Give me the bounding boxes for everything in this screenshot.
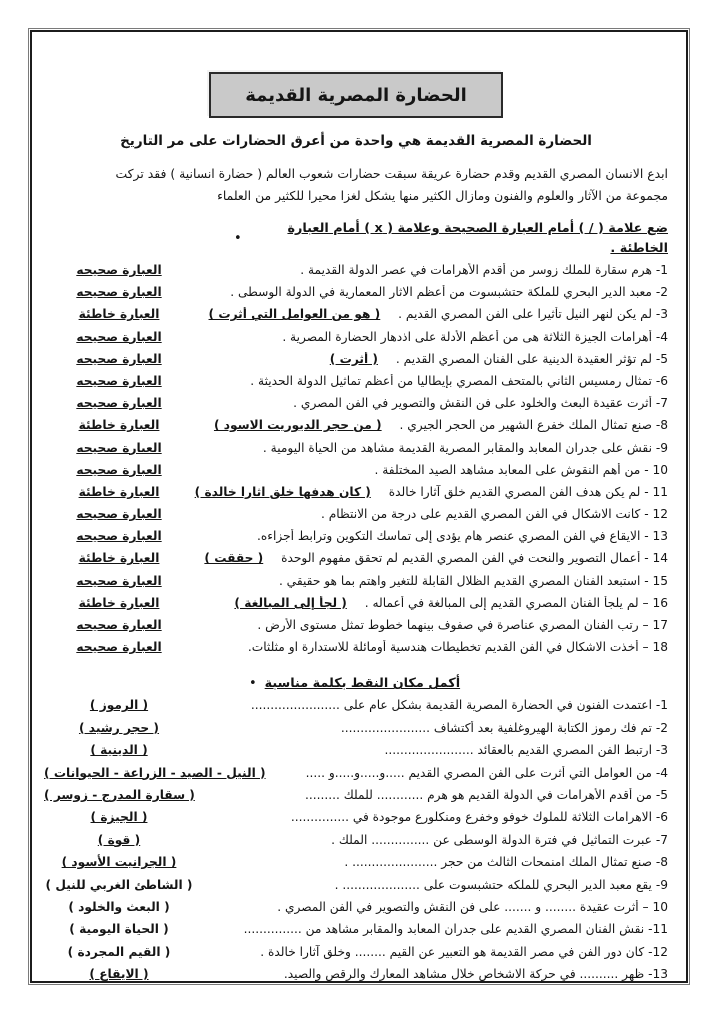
answer-label: ( سقارة المدرج - زوسر ) (44, 787, 195, 802)
fill-blank-row (44, 743, 668, 765)
statement: 16 – لم يلجأ الفنان المصري القديم إلى المبالغة في أعماله . (364, 595, 668, 610)
question-text (194, 551, 668, 565)
true-false-row (44, 418, 668, 440)
question-text: 8- صنع تمثال الملك امنمحات الثالث من حجر ...................... . (344, 855, 668, 870)
true-false-row (44, 307, 668, 329)
statement: 17 – رتب الفنان المصري عناصرة في صفوف بينهما خطوط تمثل مستوى الأرض . (257, 618, 668, 632)
fill-blank-row (44, 698, 668, 720)
statement: 11 - لم يكن هدف الفن المصري القديم خلق آثارا خالدة (388, 484, 668, 499)
question-text (194, 396, 668, 410)
answer-label: ( قوة ) (97, 832, 141, 847)
answer-label: العبارة صحيحه (76, 263, 162, 277)
question-text: 11- نقش الفنان المصري القديم على جدران المعابد والمقابر مشاهد من ............... (243, 922, 668, 937)
question-text: 1- اعتمدت الفنون في الحضارة المصرية القديمة بشكل عام على ....................... (250, 698, 668, 713)
answer-label: العبارة خاطئة (78, 484, 160, 499)
true-false-row (44, 640, 668, 662)
statement: 15 - استبعد الفنان المصري القديم الظلال القابلة للتغير واهتم بما هو حقيقي . (278, 573, 668, 588)
question-text (194, 507, 668, 521)
answer-label: العبارة صحيحه (76, 640, 162, 655)
statement: 7- أثرت عقيدة البعث والخلود على فن النقش والتصوير في الفن المصري . (293, 396, 668, 411)
intro-paragraph (44, 163, 668, 207)
statement: 4- أهرامات الجيزة الثلاثة هى من أعظم الأدلة على اذدهار الحضارة المصرية . (282, 329, 668, 344)
question-text: 10 – أثرت عقيدة ........ و ....... على فن النقش والتصوير في الفن المصري . (277, 899, 668, 914)
statement: 8- صنع تمثال الملك خفرع الشهير من الحجر الجيري . (399, 418, 668, 433)
true-false-row (44, 485, 668, 507)
answer-label: العبارة صحيحه (76, 373, 162, 388)
page-border-outer (28, 28, 690, 985)
section1-heading-text: ضع علامة ( / ) أمام العبارة الصحيحة وعلامة ( x ) أمام العبارة الخاطئة . (287, 221, 668, 256)
answer-label: ( القيم المجردة ) (67, 944, 171, 959)
statement: 1- هرم سقارة للملك زوسر من أقدم الأهرامات في عصر الدولة القديمة . (300, 263, 668, 277)
answer-label: ( الشاطئ الغربي للنيل ) (45, 877, 193, 892)
true-false-row (44, 263, 668, 285)
question-text (194, 307, 668, 321)
question-text (194, 463, 668, 477)
statement: 10 - من أهم النقوش على المعابد مشاهد الصيد المختلفة . (374, 462, 668, 477)
fill-blank-row (44, 721, 668, 743)
section1-heading (44, 219, 668, 259)
statement: 5- لم تؤثر العقيدة الدينية على الفنان المصري القديم . (395, 351, 668, 366)
page-title: الحضارة المصرية القديمة (245, 84, 467, 106)
question-text (194, 352, 668, 366)
fill-blank-list (44, 698, 668, 983)
question-text (194, 596, 668, 610)
fill-blank-row (44, 810, 668, 832)
answer-label: ( البعث والخلود ) (68, 899, 170, 914)
answer-label: ( الرموز ) (89, 698, 149, 713)
question-text: 13- ظهر .......... في حركة الاشخاص خلال مشاهد المعارك والرقص والصيد. (283, 967, 668, 982)
answer-label: العبارة خاطئة (78, 551, 160, 566)
statement: 12 - كانت الاشكال في الفن المصري القديم على درجة من الانتظام . (321, 507, 668, 522)
question-text: 3- ارتبط الفن المصري القديم بالعقائد ....................... (384, 743, 668, 758)
question-text (194, 374, 668, 388)
correction-note: ( هو من العوامل التي أثرت ) (208, 307, 381, 322)
true-false-row (44, 463, 668, 485)
section2-heading (44, 674, 668, 694)
question-text (194, 418, 668, 432)
true-false-row (44, 330, 668, 352)
question-text (194, 441, 668, 455)
statement: 18 – أخذت الاشكال في الفن القديم تخطيطات هندسية أومائلة للاستدارة او مثلثات. (247, 640, 668, 655)
question-text: 9- يقع معبد الدير البحري للملكه حتشبسوت على .................... . (334, 877, 668, 892)
section2-heading-text: أكمل مكان النقط بكلمة مناسبة (264, 676, 461, 692)
title-box (209, 72, 503, 118)
answer-label: العبارة صحيحه (76, 351, 162, 366)
fill-blank-row (44, 833, 668, 855)
correction-note: ( لجأ إلى المبالغة ) (234, 595, 347, 610)
correction-note: ( من حجر الديوريت الاسود ) (213, 418, 382, 433)
intro-line-2: مجموعة من الآثار والعلوم والفنون ومازال الكثير منها يشكل لغزا محيرا للكثير من العلماء (217, 188, 668, 203)
answer-label: العبارة صحيحه (76, 285, 162, 300)
answer-label: العبارة صحيحه (76, 507, 162, 522)
answer-label: ( الجيزة ) (90, 810, 148, 825)
answer-label: العبارة صحيحه (76, 462, 162, 477)
answer-label: العبارة صحيحه (76, 396, 162, 411)
question-text (194, 263, 668, 277)
question-text: 4- من العوامل التي أثرت على الفن المصري القديم .....و.....و.....و ..... (305, 765, 668, 780)
fill-blank-row (44, 922, 668, 944)
fill-blank-row (44, 945, 668, 967)
question-text (194, 640, 668, 654)
question-text (194, 574, 668, 588)
true-false-row (44, 285, 668, 307)
fill-blank-row (44, 900, 668, 922)
true-false-list (44, 263, 668, 662)
true-false-row (44, 574, 668, 596)
answer-label: العبارة خاطئة (78, 595, 160, 610)
question-text (194, 618, 668, 632)
true-false-row (44, 618, 668, 640)
answer-label: العبارة صحيحه (76, 440, 162, 455)
true-false-row (44, 352, 668, 374)
question-text: 5- من أقدم الأهرامات في الدولة القديم هو هرم ............ للملك ......... (305, 787, 668, 802)
answer-label: ( الجرانيت الأسود ) (61, 855, 177, 870)
fill-blank-row (44, 967, 668, 983)
true-false-row (44, 441, 668, 463)
true-false-row (44, 529, 668, 551)
statement: 14 - أعمال التصوير والنحت في الفن المصري القديم لم تحقق مفهوم الوحدة (281, 551, 668, 566)
question-text: 2- تم فك رموز الكتابة الهيروغلفية بعد أكتشاف ....................... (340, 720, 668, 735)
answer-label: ( الحياة اليومية ) (69, 922, 169, 937)
fill-blank-row (44, 855, 668, 877)
correction-note: ( أثرت ) (329, 351, 378, 366)
answer-label: العبارة صحيحه (76, 329, 162, 344)
statement: 9- نقش على جدران المعابد والمقابر المصرية القديمة مشاهد من الحياة اليومية . (262, 440, 668, 455)
question-text: 7- عبرت التماثيل في فترة الدولة الوسطى عن ............... الملك . (331, 832, 668, 847)
answer-label: العبارة صحيحه (76, 618, 162, 632)
intro-line-1: ابدع الانسان المصري القديم وقدم حضارة عريقة سبقت حضارات شعوب العالم ( حضارة انسانية ) فقد تركت (115, 166, 668, 181)
statement: 13 - الايقاع في الفن المصري عنصر هام يؤدى إلى تماسك التكوين وترابط أجزاءه. (257, 529, 668, 544)
answer-label: ( حجر رشيد ) (78, 720, 160, 735)
question-text: 12- كان دور الفن في مصر القديمة هو التعبير عن القيم ........ وخلق آثارا خالدة . (260, 944, 668, 959)
page-border-inner (30, 30, 688, 983)
answer-label: ( الايقاع ) (89, 967, 149, 982)
statement: 2- معبد الدير البحري للملكة حتشبسوت من أعظم الاثار المعمارية في الدولة الوسطى . (230, 285, 668, 300)
fill-blank-row (44, 878, 668, 900)
true-false-row (44, 396, 668, 418)
bullet-icon: • (234, 231, 242, 246)
fill-blank-row (44, 788, 668, 810)
answer-label: العبارة خاطئة (78, 418, 160, 433)
statement: 3- لم يكن لنهر النيل تأثيرا على الفن المصري القديم . (398, 307, 668, 322)
true-false-row (44, 507, 668, 529)
answer-label: ( النيل - الصيد - الزراعة - الحيوانات ) (44, 765, 266, 780)
bullet-icon: • (249, 676, 257, 692)
answer-label: العبارة صحيحه (76, 529, 162, 544)
correction-note: ( كان هدفها خلق اثارا خالدة ) (194, 484, 371, 499)
subtitle: الحضارة المصرية القديمة هي واحدة من أعرق الحضارات على مر التاريخ (120, 133, 592, 149)
question-text (194, 285, 668, 299)
question-text (194, 529, 668, 543)
correction-note: ( حققت ) (204, 551, 264, 566)
true-false-row (44, 551, 668, 573)
true-false-row (44, 596, 668, 618)
statement: 6- تمثال رمسيس الثاني بالمتحف المصري بإيطاليا من أعظم تماثيل الدولة الحديثة . (250, 373, 668, 388)
question-text (194, 330, 668, 344)
true-false-row (44, 374, 668, 396)
answer-label: العبارة خاطئة (78, 307, 160, 322)
answer-label: ( الدينية ) (90, 743, 148, 758)
answer-label: العبارة صحيحه (76, 573, 162, 588)
fill-blank-row (44, 766, 668, 788)
question-text: 6- الاهرامات الثلاثة للملوك خوفو وخفرع ومنكلورع موجودة في ............... (290, 810, 668, 825)
question-text (194, 485, 668, 499)
